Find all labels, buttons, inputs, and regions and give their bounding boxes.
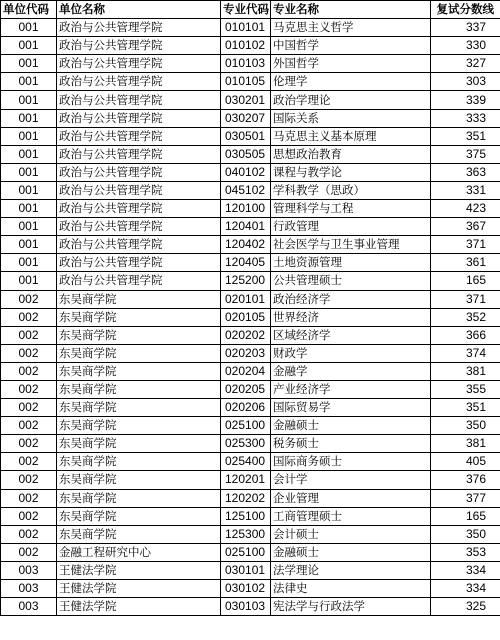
unit-code-cell: 002 [1, 380, 57, 398]
score-cell: 331 [431, 181, 500, 199]
major-code-cell: 025300 [221, 435, 271, 453]
unit-code-cell: 001 [1, 145, 57, 163]
unit-name-cell: 政治与公共管理学院 [57, 37, 221, 55]
major-code-cell: 030501 [221, 127, 271, 145]
major-code-cell: 120100 [221, 200, 271, 218]
score-cell: 363 [431, 163, 500, 181]
table-row [1, 145, 500, 163]
table-row [1, 344, 500, 362]
unit-name-cell: 政治与公共管理学院 [57, 109, 221, 127]
unit-code-cell: 001 [1, 73, 57, 91]
unit-name-cell: 东吴商学院 [57, 489, 221, 507]
unit-name-cell: 政治与公共管理学院 [57, 91, 221, 109]
score-cell: 376 [431, 471, 500, 489]
major-code-cell: 010102 [221, 37, 271, 55]
major-name-cell: 法律史 [271, 580, 431, 598]
table-row [1, 580, 500, 598]
unit-name-cell: 东吴商学院 [57, 399, 221, 417]
major-code-cell: 020101 [221, 290, 271, 308]
major-name-cell: 管理科学与工程 [271, 200, 431, 218]
major-name-cell: 国际商务硕士 [271, 453, 431, 471]
score-cell: 423 [431, 200, 500, 218]
major-name-cell: 马克思主义哲学 [271, 19, 431, 37]
unit-name-cell: 东吴商学院 [57, 507, 221, 525]
major-name-cell: 土地资源管理 [271, 254, 431, 272]
score-cell: 353 [431, 543, 500, 561]
major-name-cell: 法学理论 [271, 561, 431, 579]
unit-code-cell: 002 [1, 507, 57, 525]
major-code-cell: 010101 [221, 19, 271, 37]
major-name-cell: 中国哲学 [271, 37, 431, 55]
unit-code-cell: 001 [1, 19, 57, 37]
unit-code-cell: 003 [1, 598, 57, 616]
major-name-cell: 宪法学与行政法学 [271, 598, 431, 616]
major-name-cell: 政治学理论 [271, 91, 431, 109]
unit-name-cell: 王健法学院 [57, 580, 221, 598]
unit-code-cell: 001 [1, 254, 57, 272]
major-code-cell: 025400 [221, 453, 271, 471]
major-name-cell: 马克思主义基本原理 [271, 127, 431, 145]
table-row [1, 435, 500, 453]
table-row [1, 73, 500, 91]
unit-code-cell: 002 [1, 525, 57, 543]
major-name-cell: 工商管理硕士 [271, 507, 431, 525]
unit-code-cell: 002 [1, 453, 57, 471]
header-score: 复试分数线 [431, 1, 500, 19]
table-row [1, 507, 500, 525]
major-code-cell: 020202 [221, 326, 271, 344]
score-cell: 366 [431, 326, 500, 344]
major-name-cell: 外国哲学 [271, 55, 431, 73]
unit-code-cell: 001 [1, 127, 57, 145]
unit-name-cell: 政治与公共管理学院 [57, 254, 221, 272]
score-cell: 333 [431, 109, 500, 127]
major-name-cell: 政治经济学 [271, 290, 431, 308]
unit-name-cell: 政治与公共管理学院 [57, 127, 221, 145]
score-cell: 374 [431, 344, 500, 362]
major-code-cell: 025100 [221, 543, 271, 561]
score-cell: 165 [431, 507, 500, 525]
unit-code-cell: 001 [1, 109, 57, 127]
score-cell: 371 [431, 236, 500, 254]
unit-code-cell: 002 [1, 290, 57, 308]
table-row [1, 471, 500, 489]
header-unit-name: 单位名称 [57, 1, 221, 19]
score-cell: 375 [431, 145, 500, 163]
table-row [1, 163, 500, 181]
major-code-cell: 030201 [221, 91, 271, 109]
major-code-cell: 010105 [221, 73, 271, 91]
score-cell: 367 [431, 218, 500, 236]
score-cell: 371 [431, 290, 500, 308]
table-row [1, 561, 500, 579]
table-row [1, 326, 500, 344]
major-code-cell: 030505 [221, 145, 271, 163]
major-code-cell: 030207 [221, 109, 271, 127]
score-cell: 377 [431, 489, 500, 507]
unit-code-cell: 001 [1, 55, 57, 73]
score-cell: 327 [431, 55, 500, 73]
unit-code-cell: 001 [1, 218, 57, 236]
major-name-cell: 财政学 [271, 344, 431, 362]
table-row [1, 254, 500, 272]
unit-name-cell: 政治与公共管理学院 [57, 163, 221, 181]
score-cell: 355 [431, 380, 500, 398]
unit-code-cell: 003 [1, 580, 57, 598]
major-code-cell: 030103 [221, 598, 271, 616]
unit-name-cell: 东吴商学院 [57, 435, 221, 453]
unit-name-cell: 政治与公共管理学院 [57, 218, 221, 236]
table-row [1, 308, 500, 326]
unit-code-cell: 002 [1, 471, 57, 489]
table-row [1, 453, 500, 471]
major-code-cell: 120401 [221, 218, 271, 236]
table-row [1, 19, 500, 37]
score-cell: 165 [431, 272, 500, 290]
major-name-cell: 金融硕士 [271, 417, 431, 435]
header-row [1, 1, 500, 19]
major-name-cell: 课程与教学论 [271, 163, 431, 181]
unit-name-cell: 东吴商学院 [57, 525, 221, 543]
unit-name-cell: 政治与公共管理学院 [57, 200, 221, 218]
table-row [1, 109, 500, 127]
header-unit-code: 单位代码 [1, 1, 57, 19]
score-cell: 351 [431, 127, 500, 145]
score-cell: 325 [431, 598, 500, 616]
table-row [1, 37, 500, 55]
table-row [1, 489, 500, 507]
unit-code-cell: 001 [1, 163, 57, 181]
unit-name-cell: 东吴商学院 [57, 380, 221, 398]
unit-name-cell: 政治与公共管理学院 [57, 181, 221, 199]
major-code-cell: 125300 [221, 525, 271, 543]
unit-code-cell: 002 [1, 417, 57, 435]
major-name-cell: 金融硕士 [271, 543, 431, 561]
major-code-cell: 020205 [221, 380, 271, 398]
score-cell: 350 [431, 525, 500, 543]
major-name-cell: 社会医学与卫生事业管理 [271, 236, 431, 254]
unit-name-cell: 东吴商学院 [57, 308, 221, 326]
major-code-cell: 040102 [221, 163, 271, 181]
header-major-name: 专业名称 [271, 1, 431, 19]
score-cell: 381 [431, 435, 500, 453]
major-code-cell: 020204 [221, 362, 271, 380]
major-name-cell: 伦理学 [271, 73, 431, 91]
score-cell: 350 [431, 417, 500, 435]
unit-name-cell: 东吴商学院 [57, 471, 221, 489]
table-row [1, 181, 500, 199]
major-code-cell: 120202 [221, 489, 271, 507]
major-name-cell: 思想政治教育 [271, 145, 431, 163]
unit-code-cell: 002 [1, 308, 57, 326]
unit-name-cell: 东吴商学院 [57, 362, 221, 380]
score-cell: 303 [431, 73, 500, 91]
unit-name-cell: 政治与公共管理学院 [57, 55, 221, 73]
major-code-cell: 120201 [221, 471, 271, 489]
score-cell: 361 [431, 254, 500, 272]
major-name-cell: 公共管理硕士 [271, 272, 431, 290]
major-name-cell: 金融学 [271, 362, 431, 380]
score-cell: 334 [431, 561, 500, 579]
score-cell: 381 [431, 362, 500, 380]
major-name-cell: 国际关系 [271, 109, 431, 127]
table-row [1, 200, 500, 218]
score-cell: 330 [431, 37, 500, 55]
major-name-cell: 会计硕士 [271, 525, 431, 543]
unit-name-cell: 东吴商学院 [57, 326, 221, 344]
unit-code-cell: 002 [1, 543, 57, 561]
score-cell: 334 [431, 580, 500, 598]
unit-name-cell: 政治与公共管理学院 [57, 73, 221, 91]
table-row [1, 218, 500, 236]
major-code-cell: 120405 [221, 254, 271, 272]
unit-name-cell: 东吴商学院 [57, 417, 221, 435]
table-row [1, 91, 500, 109]
major-code-cell: 010103 [221, 55, 271, 73]
table-row [1, 525, 500, 543]
major-code-cell: 030102 [221, 580, 271, 598]
major-name-cell: 学科教学（思政） [271, 181, 431, 199]
unit-code-cell: 002 [1, 489, 57, 507]
unit-name-cell: 东吴商学院 [57, 453, 221, 471]
major-name-cell: 世界经济 [271, 308, 431, 326]
major-code-cell: 030101 [221, 561, 271, 579]
major-code-cell: 020203 [221, 344, 271, 362]
score-cell: 405 [431, 453, 500, 471]
unit-code-cell: 003 [1, 561, 57, 579]
major-name-cell: 国际贸易学 [271, 399, 431, 417]
major-name-cell: 行政管理 [271, 218, 431, 236]
major-code-cell: 120402 [221, 236, 271, 254]
major-name-cell: 税务硕士 [271, 435, 431, 453]
unit-code-cell: 001 [1, 236, 57, 254]
unit-code-cell: 001 [1, 91, 57, 109]
unit-code-cell: 002 [1, 362, 57, 380]
score-cell: 337 [431, 19, 500, 37]
unit-name-cell: 政治与公共管理学院 [57, 272, 221, 290]
major-code-cell: 045102 [221, 181, 271, 199]
unit-name-cell: 东吴商学院 [57, 290, 221, 308]
unit-code-cell: 002 [1, 435, 57, 453]
table-row [1, 55, 500, 73]
unit-code-cell: 002 [1, 344, 57, 362]
major-name-cell: 产业经济学 [271, 380, 431, 398]
score-cell: 351 [431, 399, 500, 417]
major-name-cell: 企业管理 [271, 489, 431, 507]
major-code-cell: 125100 [221, 507, 271, 525]
unit-code-cell: 002 [1, 326, 57, 344]
table-row [1, 127, 500, 145]
major-name-cell: 会计学 [271, 471, 431, 489]
table-row [1, 380, 500, 398]
unit-name-cell: 王健法学院 [57, 561, 221, 579]
unit-name-cell: 政治与公共管理学院 [57, 145, 221, 163]
unit-name-cell: 金融工程研究中心 [57, 543, 221, 561]
unit-name-cell: 王健法学院 [57, 598, 221, 616]
table-row [1, 417, 500, 435]
table-row [1, 290, 500, 308]
unit-code-cell: 001 [1, 272, 57, 290]
header-major-code: 专业代码 [221, 1, 271, 19]
unit-code-cell: 001 [1, 181, 57, 199]
table-row [1, 598, 500, 616]
major-code-cell: 025100 [221, 417, 271, 435]
score-cell: 339 [431, 91, 500, 109]
unit-name-cell: 政治与公共管理学院 [57, 236, 221, 254]
table-row [1, 236, 500, 254]
table-row [1, 543, 500, 561]
unit-code-cell: 002 [1, 399, 57, 417]
table-row [1, 362, 500, 380]
major-name-cell: 区域经济学 [271, 326, 431, 344]
table-row [1, 272, 500, 290]
unit-code-cell: 001 [1, 200, 57, 218]
table-row [1, 399, 500, 417]
major-code-cell: 020105 [221, 308, 271, 326]
score-cell: 352 [431, 308, 500, 326]
unit-name-cell: 东吴商学院 [57, 344, 221, 362]
unit-name-cell: 政治与公共管理学院 [57, 19, 221, 37]
major-code-cell: 020206 [221, 399, 271, 417]
major-code-cell: 125200 [221, 272, 271, 290]
unit-code-cell: 001 [1, 37, 57, 55]
